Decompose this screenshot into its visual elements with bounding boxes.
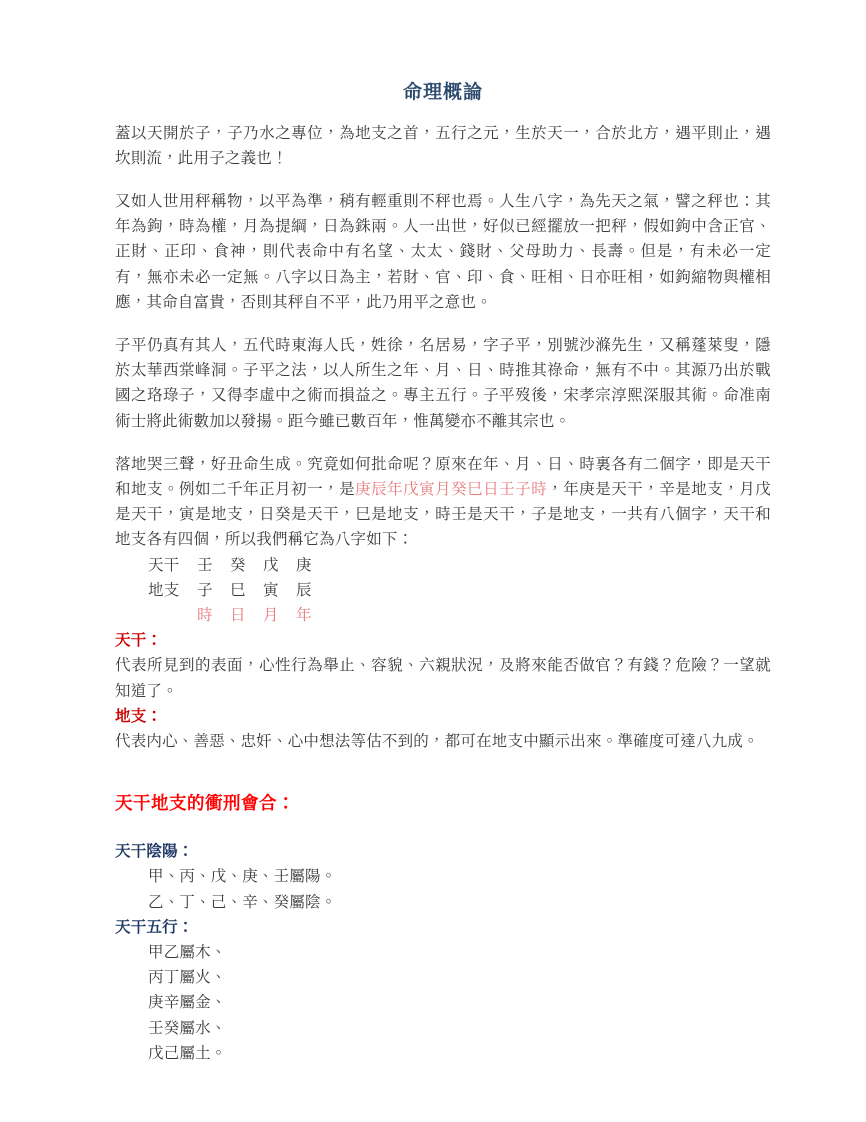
paragraph-4-text-before: 落地哭三聲，好丑命生成。究竟如何批命呢？原來在年、月、日、時裏各有二個字，即是天干和地支。例如二千年正月初一，是 [115, 454, 771, 498]
bazi-cell: 寅 [263, 580, 279, 599]
definition-label-earthly-branch: 地支： [115, 706, 163, 725]
bazi-cell: 巳 [230, 580, 246, 599]
bazi-row-label: 地支 [148, 580, 180, 599]
group-label-stem-yin-yang: 天干陰陽： [115, 842, 194, 861]
bazi-row-heavenly-stems [148, 553, 771, 578]
group-label-stem-five-elements: 天干五行： [115, 917, 194, 936]
group-list-stem-five-elements [115, 940, 771, 1066]
section-heading-clash-punishment: 天干地支的衝刑會合： [115, 794, 295, 815]
group-list-stem-yin-yang [115, 864, 771, 914]
bazi-cell: 年 [296, 605, 312, 624]
definition-label-heavenly-stem: 天干： [115, 631, 163, 650]
list-item: 甲乙屬木、 [148, 942, 227, 961]
list-item: 丙丁屬火、 [148, 968, 227, 987]
page-title: 命理概論 [402, 81, 483, 103]
bazi-example-highlight: 庚辰年戊寅月癸巳日壬子時 [355, 479, 548, 498]
definition-text-heavenly-stem: 代表所見到的表面，心性行為舉止、容貌、六親狀況，及將來能否做官？有錢？危險？一望就知道了。 [115, 656, 771, 700]
bazi-table [115, 553, 771, 629]
paragraph-3: 子平仍真有其人，五代時東海人氏，姓徐，名居易，字子平，別號沙滌先生，又稱蓬萊叟，隱於太華西棠峰洞。子平之法，以人所生之年、月、日、時推其祿命，無有不中。其源乃出於戰國之珞琭子，又得李虛中之術而損益之。專主五行。子平歿後，宋孝宗淳熙深服其術。命准南術士將此術數加以發揚。距今雖已數百年，惟萬變亦不離其宗也。 [115, 335, 771, 430]
list-item: 乙、丁、己、辛、癸屬陰。 [148, 892, 337, 911]
list-item: 戊己屬土。 [148, 1043, 227, 1062]
bazi-row-label: 天干 [148, 555, 180, 574]
bazi-cell: 日 [230, 605, 246, 624]
bazi-cell: 時 [197, 605, 213, 624]
document-content [115, 78, 771, 1066]
bazi-cell: 壬 [197, 555, 213, 574]
definition-text-earthly-branch: 代表内心、善惡、忠奸、心中想法等估不到的，都可在地支中顯示出來。準確度可達八九成。 [115, 731, 759, 750]
bazi-row-pillar-names [148, 603, 771, 628]
list-item: 庚辛屬金、 [148, 993, 227, 1012]
bazi-cell: 辰 [296, 580, 312, 599]
bazi-row-earthly-branches [148, 578, 771, 603]
bazi-cell: 戊 [263, 555, 279, 574]
paragraph-1: 蓋以天開於子，子乃水之專位，為地支之首，五行之元，生於天一，合於北方，遇平則止，遇坎則流，此用子之義也！ [115, 123, 771, 167]
bazi-cell: 月 [263, 605, 279, 624]
bazi-cell: 庚 [296, 555, 312, 574]
bazi-cell: 癸 [230, 555, 246, 574]
bazi-cell: 子 [197, 580, 213, 599]
paragraph-4-text-after: ，年庚是天干，辛是地支，月戊是天干，寅是地支，日癸是天干，巳是地支，時壬是天干，子是地支，一共有八個字，天干和地支各有四個，所以我們稱它為八字如下： [115, 479, 771, 549]
list-item: 壬癸屬水、 [148, 1018, 227, 1037]
paragraph-2: 又如人世用秤稱物，以平為準，稍有輕重則不秤也焉。人生八字，為先天之氣，譬之秤也：其年為鉤，時為權，月為提綱，日為銖兩。人一出世，好似已經擺放一把秤，假如鉤中含正官、正財、正印、食神，則代表命中有名望、太太、錢財、父母助力、長壽。但是，有未必一定有，無亦未必一定無。八字以日為主，若財、官、印、食、旺相、日亦旺相，如鉤縮物與權相應，其命自富貴，否則其秤自不平，此乃用平之意也。 [115, 191, 771, 311]
paragraph-4 [115, 452, 771, 553]
list-item: 甲、丙、戊、庚、壬屬陽。 [148, 867, 337, 886]
